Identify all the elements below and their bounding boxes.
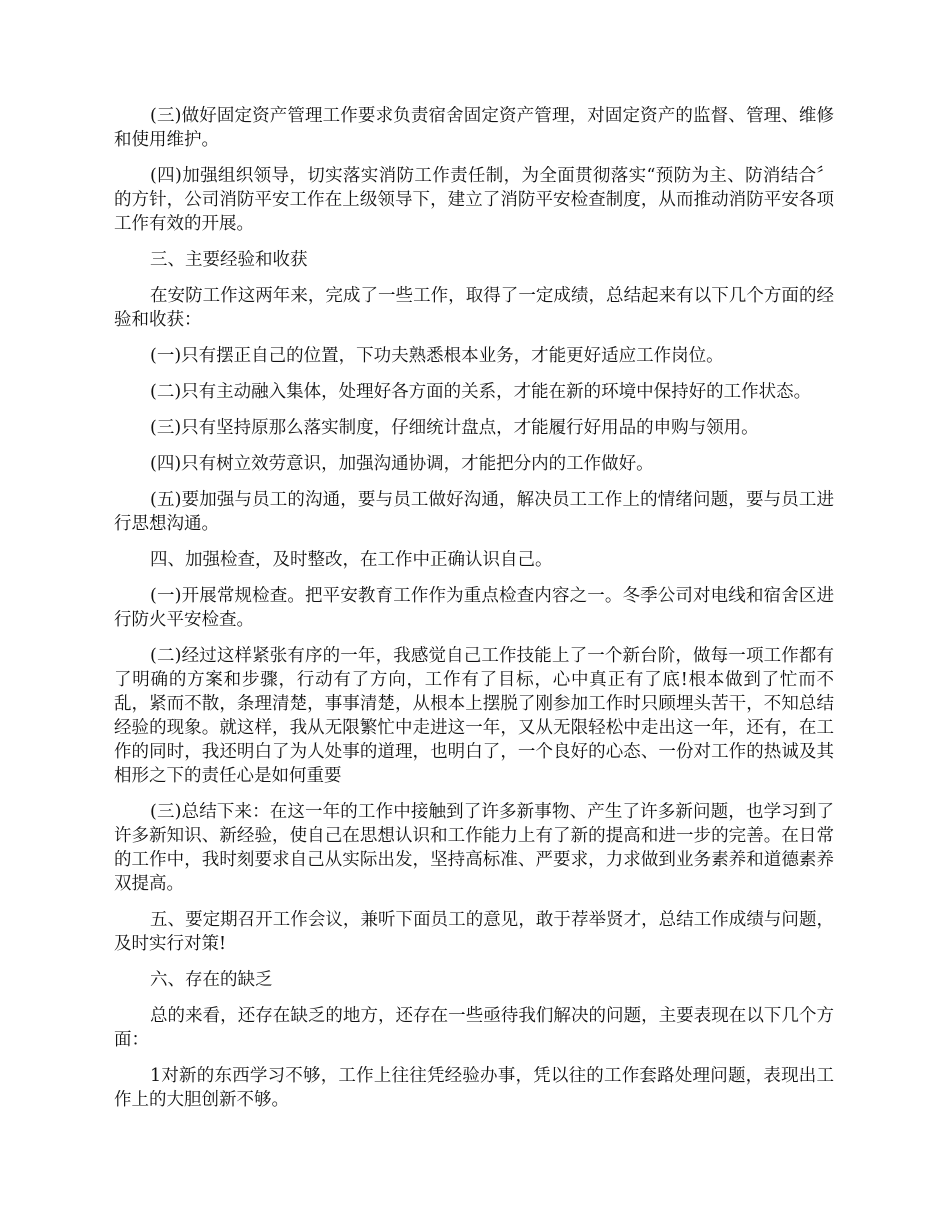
paragraph-experience-1: (一)只有摆正自己的位置，下功夫熟悉根本业务，才能更好适应工作岗位。 (150, 346, 724, 366)
paragraph-experience-4: (四)只有树立效劳意识，加强沟通协调，才能把分内的工作做好。 (150, 454, 654, 474)
heading-meetings: 五、要定期召开工作会议，兼听下面员工的意见，敢于荐举贤才，总结工作成绩与问题，及时实行对策! (114, 910, 834, 954)
paragraph-fixed-assets: (三)做好固定资产管理工作要求负责宿舍固定资产管理，对固定资产的监督、管理、维修和使用维护。 (114, 106, 834, 150)
paragraph-experience-3: (三)只有坚持原那么落实制度，仔细统计盘点，才能履行好用品的申购与领用。 (150, 418, 759, 438)
paragraph-shortcomings-intro: 总的来看，还存在缺乏的地方，还存在一些亟待我们解决的问题，主要表现在以下几个方面： (114, 1006, 834, 1050)
paragraph-experience-5: (五)要加强与员工的沟通，要与员工做好沟通，解决员工工作上的情绪问题，要与员工进行思想沟通。 (114, 490, 834, 534)
paragraph-experience-intro: 在安防工作这两年来，完成了一些工作，取得了一定成绩，总结起来有以下几个方面的经验和收获： (114, 286, 834, 330)
heading-inspection: 四、加强检查，及时整改，在工作中正确认识自己。 (150, 550, 553, 570)
paragraph-experience-2: (二)只有主动融入集体，处理好各方面的关系，才能在新的环境中保持好的工作状态。 (150, 382, 812, 402)
heading-shortcomings: 六、存在的缺乏 (150, 970, 273, 990)
heading-experience: 三、主要经验和收获 (150, 250, 308, 270)
document-body (114, 104, 834, 1124)
paragraph-fire-safety: (四)加强组织领导，切实落实消防工作责任制，为全面贯彻落实“预防为主、防消结合〞的方针，公司消防平安工作在上级领导下，建立了消防平安检查制度，从而推动消防平安各项工作有效的开展。 (114, 166, 834, 234)
paragraph-inspection-2: (二)经过这样紧张有序的一年，我感觉自己工作技能上了一个新台阶，做每一项工作都有了明确的方案和步骤，行动有了方向，工作有了目标，心中真正有了底!根本做到了忙而不乱，紧而不散，条理清楚，事事清楚，从根本上摆脱了刚参加工作时只顾埋头苦干，不知总结经验的现象。就这样，我从无限繁忙中走进这一年，又从无限轻松中走出这一年，还有，在工作的同时，我还明白了为人处事的道理，也明白了，一个良好的心态、一份对工作的热诚及其相形之下的责任心是如何重要 (114, 646, 834, 786)
paragraph-shortcomings-1: 1对新的东西学习不够，工作上往往凭经验办事，凭以往的工作套路处理问题，表现出工作上的大胆创新不够。 (114, 1066, 834, 1110)
paragraph-inspection-1: (一)开展常规检查。把平安教育工作作为重点检查内容之一。冬季公司对电线和宿舍区进行防火平安检查。 (114, 586, 834, 630)
paragraph-inspection-3: (三)总结下来：在这一年的工作中接触到了许多新事物、产生了许多新问题，也学习到了许多新知识、新经验，使自己在思想认识和工作能力上有了新的提高和进一步的完善。在日常的工作中，我时刻要求自己从实际出发，坚持高标准、严要求，力求做到业务素养和道德素养双提高。 (114, 802, 834, 894)
